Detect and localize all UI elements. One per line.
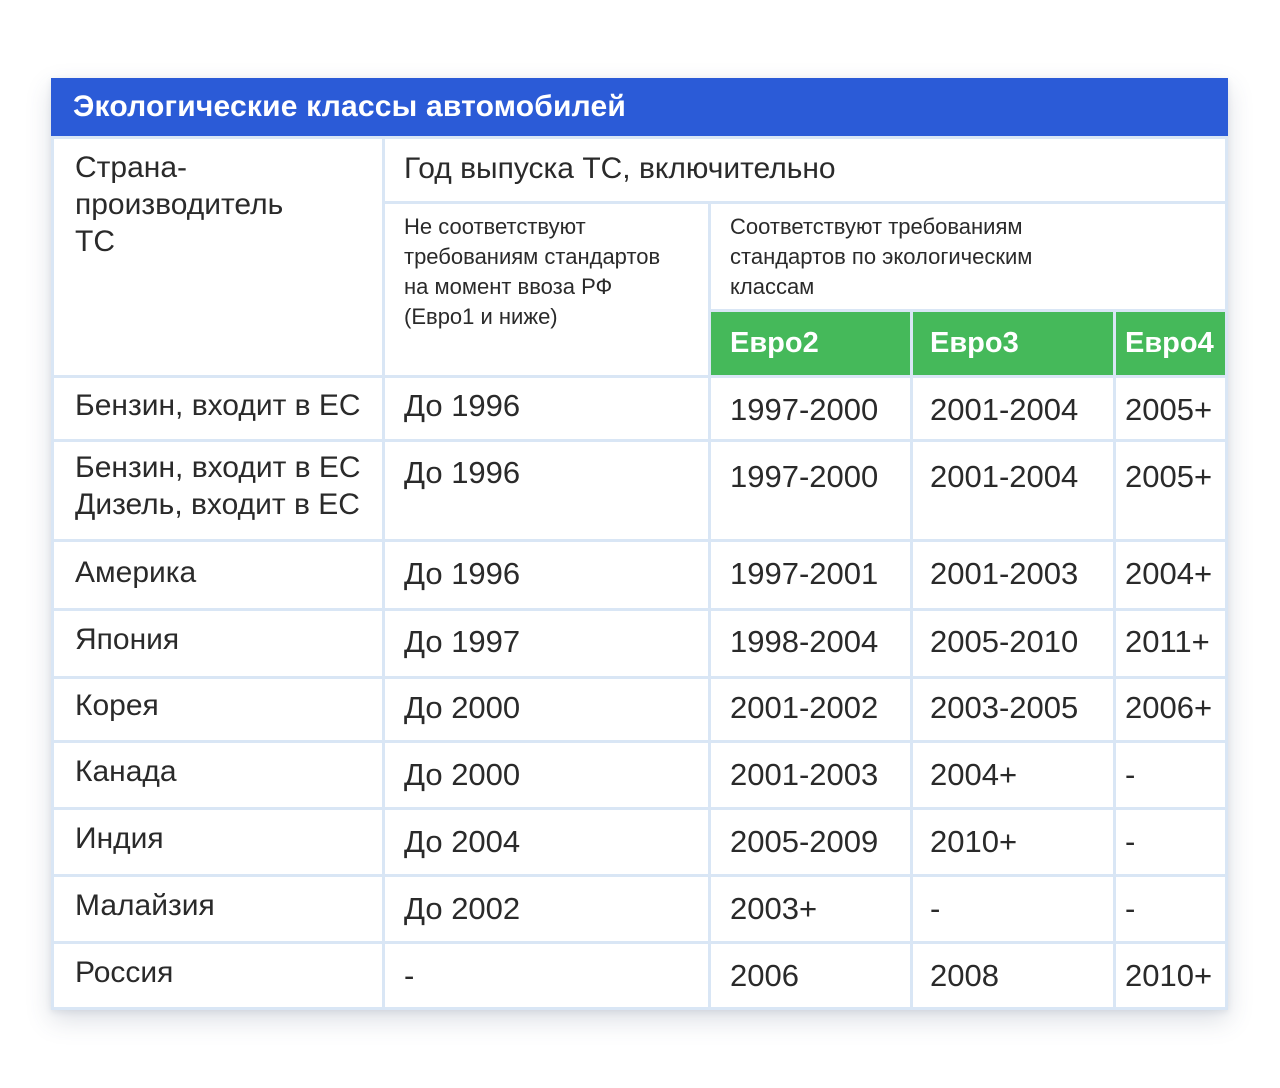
eco-classes-table — [51, 78, 1228, 1010]
row-0-country: Бензин, входит в ЕС — [75, 389, 361, 422]
row-2-e3: 2001-2003 — [930, 556, 1079, 591]
table-row-8-e2 — [711, 944, 910, 1007]
row-8-country: Россия — [75, 956, 174, 989]
row-4-country: Корея — [75, 689, 159, 722]
title-bar — [51, 78, 1228, 136]
row-4-e3: 2003-2005 — [930, 690, 1079, 725]
table-row-6-e4 — [1116, 810, 1225, 874]
row-5-country: Канада — [75, 755, 177, 788]
table-row-1-pre — [385, 442, 708, 539]
header-year-group-label: Год выпуска ТС, включительно — [404, 152, 836, 185]
row-8-e3: 2008 — [930, 958, 999, 993]
row-5-pre: До 2000 — [404, 757, 521, 792]
table-row-2-e2 — [711, 542, 910, 608]
row-2-country: Америка — [75, 556, 197, 589]
header-compliant — [711, 204, 1225, 309]
table-row-8-e3 — [913, 944, 1113, 1007]
row-3-e2: 1998-2004 — [730, 624, 879, 659]
table-row-3-pre — [385, 611, 708, 676]
row-1-pre: До 1996 — [404, 455, 521, 490]
table-row-3-country — [54, 611, 382, 676]
table-row-4-country — [54, 679, 382, 740]
table-row-5-e2 — [711, 743, 910, 807]
header-noncompliant — [385, 204, 708, 375]
row-6-e4: - — [1125, 824, 1136, 859]
table-row-8-country — [54, 944, 382, 1007]
header-country-label: Страна- производитель ТС — [75, 151, 284, 258]
row-0-e2: 1997-2000 — [730, 392, 879, 427]
table-row-5-country — [54, 743, 382, 807]
table-title: Экологические классы автомобилей — [73, 90, 627, 123]
table-row-7-e3 — [913, 877, 1113, 941]
header-euro4 — [1116, 312, 1225, 375]
table-row-2-e4 — [1116, 542, 1225, 608]
row-8-e4: 2010+ — [1125, 958, 1213, 993]
row-1-country: Бензин, входит в ЕС Дизель, входит в ЕС — [75, 451, 361, 521]
row-0-e4: 2005+ — [1125, 392, 1213, 427]
table-row-2-e3 — [913, 542, 1113, 608]
row-4-e4: 2006+ — [1125, 690, 1213, 725]
header-euro3 — [913, 312, 1113, 375]
table-row-1-e4 — [1116, 442, 1225, 539]
table-row-6-e2 — [711, 810, 910, 874]
table-row-7-pre — [385, 877, 708, 941]
table-row-7-e2 — [711, 877, 910, 941]
table-row-3-e3 — [913, 611, 1113, 676]
table-row-0-pre — [385, 378, 708, 439]
header-compliant-label: Соответствуют требованиям стандартов по экологическим классам — [730, 214, 1033, 299]
header-country — [54, 139, 382, 375]
table-row-2-pre — [385, 542, 708, 608]
row-6-e3: 2010+ — [930, 824, 1018, 859]
row-5-e2: 2001-2003 — [730, 757, 879, 792]
table-row-6-e3 — [913, 810, 1113, 874]
row-3-country: Япония — [75, 623, 180, 656]
table-row-3-e4 — [1116, 611, 1225, 676]
table-row-5-pre — [385, 743, 708, 807]
table-row-0-country — [54, 378, 382, 439]
row-6-pre: До 2004 — [404, 824, 521, 859]
row-7-country: Малайзия — [75, 889, 215, 922]
row-0-e3: 2001-2004 — [930, 392, 1079, 427]
table-row-2-country — [54, 542, 382, 608]
row-4-pre: До 2000 — [404, 690, 521, 725]
table-row-4-e4 — [1116, 679, 1225, 740]
row-4-e2: 2001-2002 — [730, 690, 879, 725]
row-7-e2: 2003+ — [730, 891, 818, 926]
row-2-pre: До 1996 — [404, 556, 521, 591]
table-row-0-e2 — [711, 378, 910, 439]
row-1-e4: 2005+ — [1125, 459, 1213, 494]
row-5-e3: 2004+ — [930, 757, 1018, 792]
row-6-e2: 2005-2009 — [730, 824, 879, 859]
table-row-4-pre — [385, 679, 708, 740]
row-3-e3: 2005-2010 — [930, 624, 1079, 659]
header-euro4-label: Евро4 — [1125, 327, 1214, 359]
header-year-group — [385, 139, 1225, 201]
row-3-pre: До 1997 — [404, 624, 521, 659]
table-row-5-e4 — [1116, 743, 1225, 807]
row-7-pre: До 2002 — [404, 891, 521, 926]
table-row-6-country — [54, 810, 382, 874]
row-3-e4: 2011+ — [1125, 624, 1210, 659]
row-2-e2: 1997-2001 — [730, 556, 879, 591]
table-row-8-e4 — [1116, 944, 1225, 1007]
table-row-0-e4 — [1116, 378, 1225, 439]
table-row-3-e2 — [711, 611, 910, 676]
row-7-e4: - — [1125, 891, 1136, 926]
table-row-6-pre — [385, 810, 708, 874]
row-2-e4: 2004+ — [1125, 556, 1213, 591]
row-8-pre: - — [404, 958, 415, 993]
table-row-7-country — [54, 877, 382, 941]
table-row-7-e4 — [1116, 877, 1225, 941]
table-row-1-country — [54, 442, 382, 539]
row-0-pre: До 1996 — [404, 388, 521, 423]
row-7-e3: - — [930, 891, 941, 926]
header-euro3-label: Евро3 — [930, 327, 1019, 359]
row-1-e3: 2001-2004 — [930, 459, 1079, 494]
row-8-e2: 2006 — [730, 958, 799, 993]
row-6-country: Индия — [75, 822, 164, 855]
row-5-e4: - — [1125, 757, 1136, 792]
table-row-4-e2 — [711, 679, 910, 740]
header-euro2-label: Евро2 — [730, 327, 819, 359]
row-1-e2: 1997-2000 — [730, 459, 879, 494]
table-row-4-e3 — [913, 679, 1113, 740]
table-row-8-pre — [385, 944, 708, 1007]
table-row-1-e2 — [711, 442, 910, 539]
table-row-5-e3 — [913, 743, 1113, 807]
table-row-0-e3 — [913, 378, 1113, 439]
header-euro2 — [711, 312, 910, 375]
header-noncompliant-label: Не соответствуют требованиям стандартов на момент ввоза РФ (Евро1 и ниже) — [404, 214, 661, 329]
table-row-1-e3 — [913, 442, 1113, 539]
